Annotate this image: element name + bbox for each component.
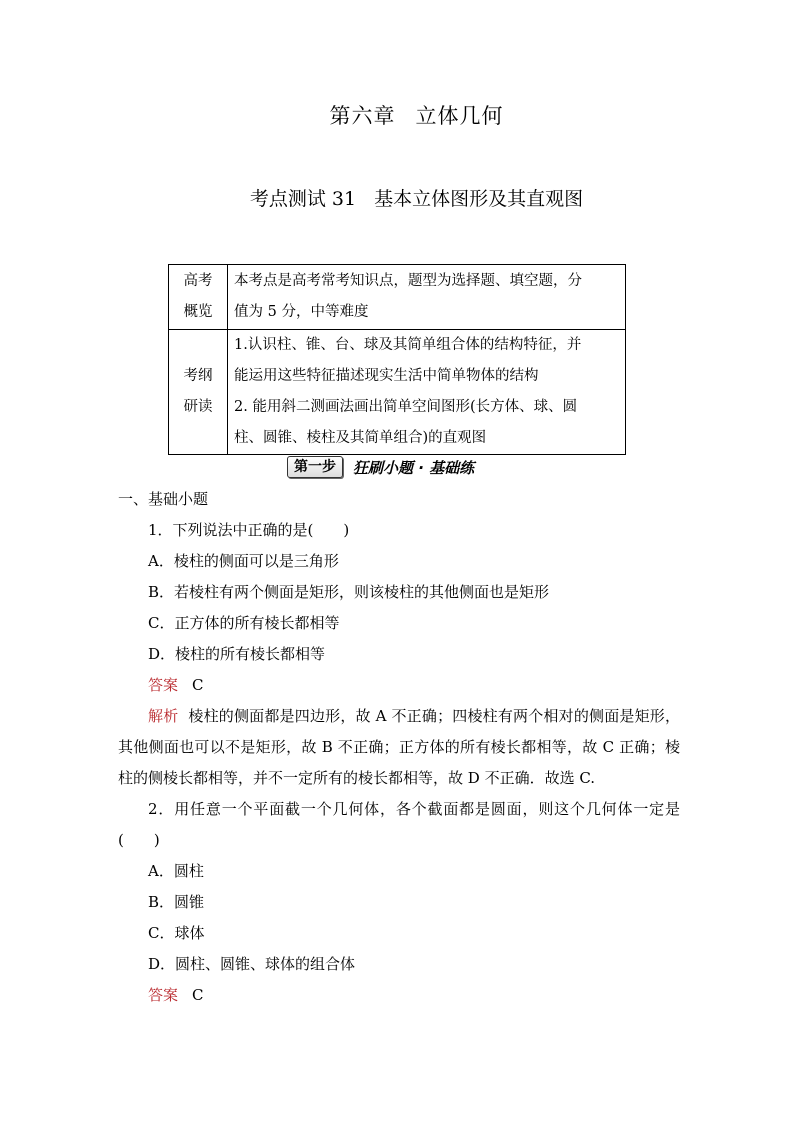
- test-title: [0, 184, 793, 211]
- overview-label-syllabus: 考纲 研读: [169, 330, 228, 455]
- q2-stem: 2．用任意一个平面截一个几何体，各个截面都是圆面，则这个几何体一定是( ): [118, 800, 680, 849]
- overview-row-syllabus: [169, 330, 626, 455]
- overview-table: [168, 264, 626, 455]
- q1-option-a: A．棱柱的侧面可以是三角形: [148, 552, 339, 570]
- q2-answer-value: C: [192, 986, 204, 1004]
- overview-text-exam: 本考点是高考常考知识点，题型为选择题、填空题，分 值为 5 分，中等难度: [228, 265, 626, 330]
- step-banner: [287, 455, 474, 479]
- q1-answer: [118, 670, 680, 701]
- q1-option-d: D．棱柱的所有棱长都相等: [148, 645, 326, 663]
- overview-row-exam: [169, 265, 626, 330]
- overview-text-syllabus: 1.认识柱、锥、台、球及其简单组合体的结构特征，并 能运用这些特征描述现实生活中简单物体的结构 2. 能用斜二测画法画出简单空间图形(长方体、球、圆 柱、圆锥、棱柱及其简单组合)的直观图: [228, 330, 626, 455]
- q1-analysis-label: 解析: [148, 707, 179, 725]
- test-code: 考点测试 31: [249, 188, 357, 210]
- q2-option-d: D．圆柱、圆锥、球体的组合体: [148, 955, 356, 973]
- q1-answer-label: 答案: [148, 676, 179, 694]
- q1-option-b: B．若棱柱有两个侧面是矩形，则该棱柱的其他侧面也是矩形: [148, 583, 550, 601]
- chapter-title: [0, 100, 793, 130]
- overview-label-exam: 高考 概览: [169, 265, 228, 330]
- q1-stem: 1．下列说法中正确的是( ): [148, 521, 350, 539]
- q1-analysis: [118, 701, 680, 794]
- section-heading: 一、基础小题: [118, 490, 209, 508]
- chapter-number: 第六章: [329, 104, 396, 128]
- q2-option-c: C．球体: [148, 924, 205, 942]
- test-name: 基本立体图形及其直观图: [374, 188, 584, 210]
- step-title: 狂刷小题 · 基础练: [353, 458, 475, 477]
- step-label: 第一步: [287, 456, 343, 478]
- q2-option-a: A．圆柱: [148, 862, 204, 880]
- q2-option-b: B．圆锥: [148, 893, 205, 911]
- q1-answer-value: C: [192, 676, 204, 694]
- q1-option-c: C．正方体的所有棱长都相等: [148, 614, 340, 632]
- q2-answer-label: 答案: [148, 986, 179, 1004]
- question-content: [118, 484, 680, 1011]
- q2-answer: [118, 980, 680, 1011]
- q1-analysis-text: 棱柱的侧面都是四边形，故 A 不正确；四棱柱有两个相对的侧面是矩形，其他侧面也可以不是矩形，故 B 不正确；正方体的所有棱长都相等，故 C 正确；棱柱的侧棱长都相等，并不一定所有的棱长都相等，故 D 不正确．故选 C.: [118, 707, 680, 787]
- chapter-name: 立体几何: [415, 104, 504, 128]
